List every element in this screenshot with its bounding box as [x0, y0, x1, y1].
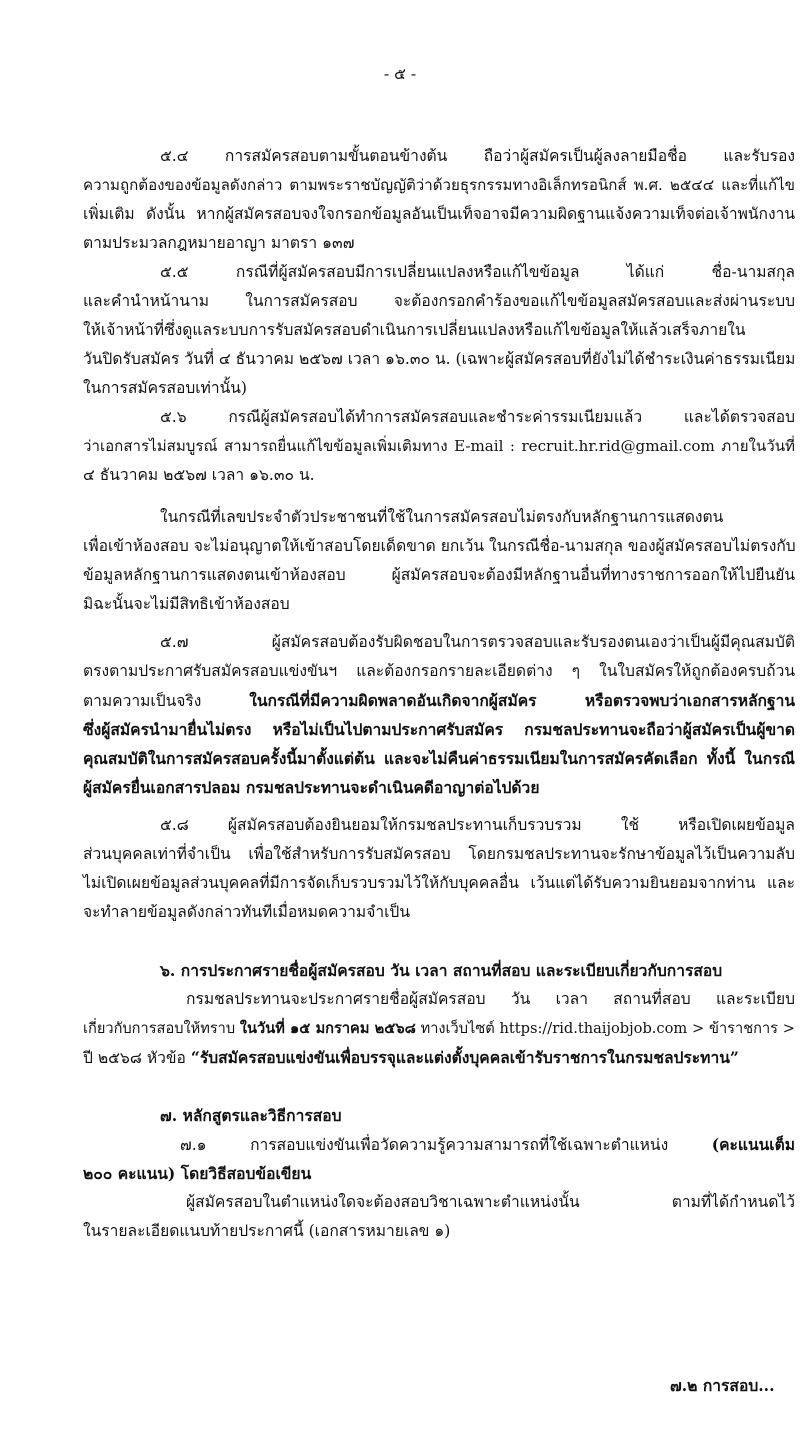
section-5-7-line-5: คุณสมบัติในการสมัครสอบครั้งนี้มาตั้งแต่ต้น และจะไม่คืนค่าธรรมเนียมในการสมัครคัดเลือก ทั้งนี้ ในกรณี — [83, 749, 795, 768]
section-7-1-line-1 — [180, 1130, 795, 1160]
section-7-1-score: (คะแนนเต็ม — [711, 1135, 795, 1154]
section-6-line-3 — [83, 1043, 795, 1073]
section-5-7-line-3 — [83, 686, 795, 716]
section-6-line-3-plain: ปี ๒๕๖๘ หัวข้อ — [83, 1049, 191, 1067]
section-5-5-line-2: และคำนำหน้านาม ในการสมัครสอบ จะต้องกรอกคำร้องขอแก้ไขข้อมูลสมัครสอบและส่งผ่านระบบ — [83, 292, 795, 310]
section-5-4-line-4: ตามประมวลกฎหมายอาญา มาตรา ๑๓๗ — [83, 234, 355, 252]
section-5-8-line-3: ไม่เปิดเผยข้อมูลส่วนบุคคลที่มีการจัดเก็บรวบรวมไว้ให้กับบุคคลอื่น เว้นแต่ได้รับความยินยอมจากท่าน และ — [83, 874, 795, 892]
section-5-6-line-3: ๔ ธันวาคม ๒๕๖๗ เวลา ๑๖.๓๐ น. — [83, 466, 315, 484]
section-5-4-line-2: ความถูกต้องของข้อมูลดังกล่าว ตามพระราชบัญญัติว่าด้วยธุรกรรมทางอิเล็กทรอนิกส์ พ.ศ. ๒๕๔๔ และที่แก้ไข — [83, 176, 795, 194]
section-5-4-line-1: ๕.๔ การสมัครสอบตามขั้นตอนข้างต้น ถือว่าผู้สมัครเป็นผู้ลงลายมือชื่อ และรับรอง — [160, 147, 795, 165]
section-5-8-line-4: จะทำลายข้อมูลดังกล่าวทันทีเมื่อหมดความจำเป็น — [83, 903, 410, 921]
section-5-6-id-line-3: ข้อมูลหลักฐานการแสดงตนเข้าห้องสอบ ผู้สมัครสอบจะต้องมีหลักฐานอื่นที่ทางราชการออกให้ไปยืนยัน — [83, 566, 795, 584]
section-5-7-line-4: ซึ่งผู้สมัครนำมายื่นไม่ตรง หรือไม่เป็นไปตามประกาศรับสมัคร กรมชลประทานจะถือว่าผู้สมัครเป็นผู้ขาด — [83, 720, 795, 739]
section-5-4-line-3: เพิ่มเติม ดังนั้น หากผู้สมัครสอบจงใจกรอกข้อมูลอันเป็นเท็จอาจมีความผิดฐานแจ้งความเท็จต่อเจ้าพนักงาน — [83, 205, 795, 223]
section-5-8-line-1: ๕.๘ ผู้สมัครสอบต้องยินยอมให้กรมชลประทานเก็บรวบรวม ใช้ หรือเปิดเผยข้อมูล — [160, 816, 795, 834]
section-6-line-2-plain: เกี่ยวกับการสอบให้ทราบ — [83, 1020, 240, 1037]
section-6-heading: ๖. การประกาศรายชื่อผู้สมัครสอบ วัน เวลา สถานที่สอบ และระเบียบเกี่ยวกับการสอบ — [160, 961, 723, 980]
section-7-1-line-4: ในรายละเอียดแนบท้ายประกาศนี้ (เอกสารหมายเลข ๑) — [83, 1222, 451, 1240]
section-5-7-line-1: ๕.๗ ผู้สมัครสอบต้องรับผิดชอบในการตรวจสอบและรับรองตนเองว่าเป็นผู้มีคุณสมบัติ — [160, 633, 795, 651]
section-6-topic: “รับสมัครสอบแข่งขันเพื่อบรรจุและแต่งตั้งบุคคลเข้ารับราชการในกรมชลประทาน” — [190, 1048, 739, 1067]
section-5-5-line-5: ในการสมัครสอบเท่านั้น) — [83, 379, 248, 397]
section-6-website: ทางเว็บไซต์ https://rid.thaijobjob.com > ข้าราชการ > — [415, 1020, 795, 1037]
section-6-line-2 — [83, 1014, 795, 1043]
section-5-7-line-2: ตรงตามประกาศรับสมัครสอบแข่งขันฯ และต้องกรอกรายละเอียดต่าง ๆ ในใบสมัครให้ถูกต้องครบถ้วน — [83, 662, 795, 680]
section-7-heading: ๗. หลักสูตรและวิธีการสอบ — [160, 1106, 342, 1125]
section-5-6-line-2: ว่าเอกสารไม่สมบูรณ์ สามารถยื่นแก้ไขข้อมูลเพิ่มเติมทาง E-mail : recruit.hr.rid@gmail.com ภายในวันที่ — [83, 437, 795, 455]
section-5-7-line-3-bold: ในกรณีที่มีความผิดพลาดอันเกิดจากผู้สมัคร หรือตรวจพบว่าเอกสารหลักฐาน — [249, 691, 796, 710]
section-5-6-id-line-1: ในกรณีที่เลขประจำตัวประชาชนที่ใช้ในการสมัครสอบไม่ตรงกับหลักฐานการแสดงตน — [160, 508, 724, 526]
page-number: - ๕ - — [383, 65, 417, 83]
section-6-announcement-date: ในวันที่ ๑๕ มกราคม ๒๕๖๘ — [239, 1020, 416, 1037]
section-5-5-line-4: วันปิดรับสมัคร วันที่ ๔ ธันวาคม ๒๕๖๗ เวลา ๑๖.๓๐ น. (เฉพาะผู้สมัครสอบที่ยังไม่ได้ชำระเงินค่าธรรมเนียม — [83, 350, 796, 368]
section-5-5-line-3: ให้เจ้าหน้าที่ซึ่งดูแลระบบการรับสมัครสอบดำเนินการเปลี่ยนแปลงหรือแก้ไขข้อมูลให้แล้วเสร็จภายใน — [83, 321, 746, 339]
section-5-5-line-1: ๕.๕ กรณีที่ผู้สมัครสอบมีการเปลี่ยนแปลงหรือแก้ไขข้อมูล ได้แก่ ชื่อ-นามสกุล — [160, 263, 795, 281]
section-7-1-line-1-plain: ๗.๑ การสอบแข่งขันเพื่อวัดความรู้ความสามารถที่ใช้เฉพาะตำแหน่ง — [180, 1136, 712, 1154]
next-page-reference: ๗.๒ การสอบ... — [670, 1376, 775, 1395]
section-5-8-line-2: ส่วนบุคคลเท่าที่จำเป็น เพื่อใช้สำหรับการรับสมัครสอบ โดยกรมชลประทานจะรักษาข้อมูลไว้เป็นความลับ — [83, 845, 795, 863]
section-6-line-1: กรมชลประทานจะประกาศรายชื่อผู้สมัครสอบ วัน เวลา สถานที่สอบ และระเบียบ — [186, 990, 795, 1008]
section-5-6-id-line-4: มิฉะนั้นจะไม่มีสิทธิเข้าห้องสอบ — [83, 595, 290, 613]
section-5-7-line-3-plain: ตามความเป็นจริง — [83, 692, 250, 710]
section-5-7-line-6: ผู้สมัครยื่นเอกสารปลอม กรมชลประทานจะดำเนินคดีอาญาต่อไปด้วย — [83, 778, 540, 797]
section-7-1-line-3: ผู้สมัครสอบในตำแหน่งใดจะต้องสอบวิชาเฉพาะตำแหน่งนั้น ตามที่ได้กำหนดไว้ — [186, 1193, 795, 1211]
section-5-6-id-line-2: เพื่อเข้าห้องสอบ จะไม่อนุญาตให้เข้าสอบโดยเด็ดขาด ยกเว้น ในกรณีชื่อ-นามสกุล ของผู้สมัครสอบไม่ตรงกับ — [83, 537, 796, 555]
section-5-6-line-1: ๕.๖ กรณีผู้สมัครสอบได้ทำการสมัครสอบและชำระค่ารรมเนียมแล้ว และได้ตรวจสอบ — [160, 408, 795, 426]
section-7-1-line-2: ๒๐๐ คะแนน) โดยวิธีสอบข้อเขียน — [83, 1164, 312, 1183]
